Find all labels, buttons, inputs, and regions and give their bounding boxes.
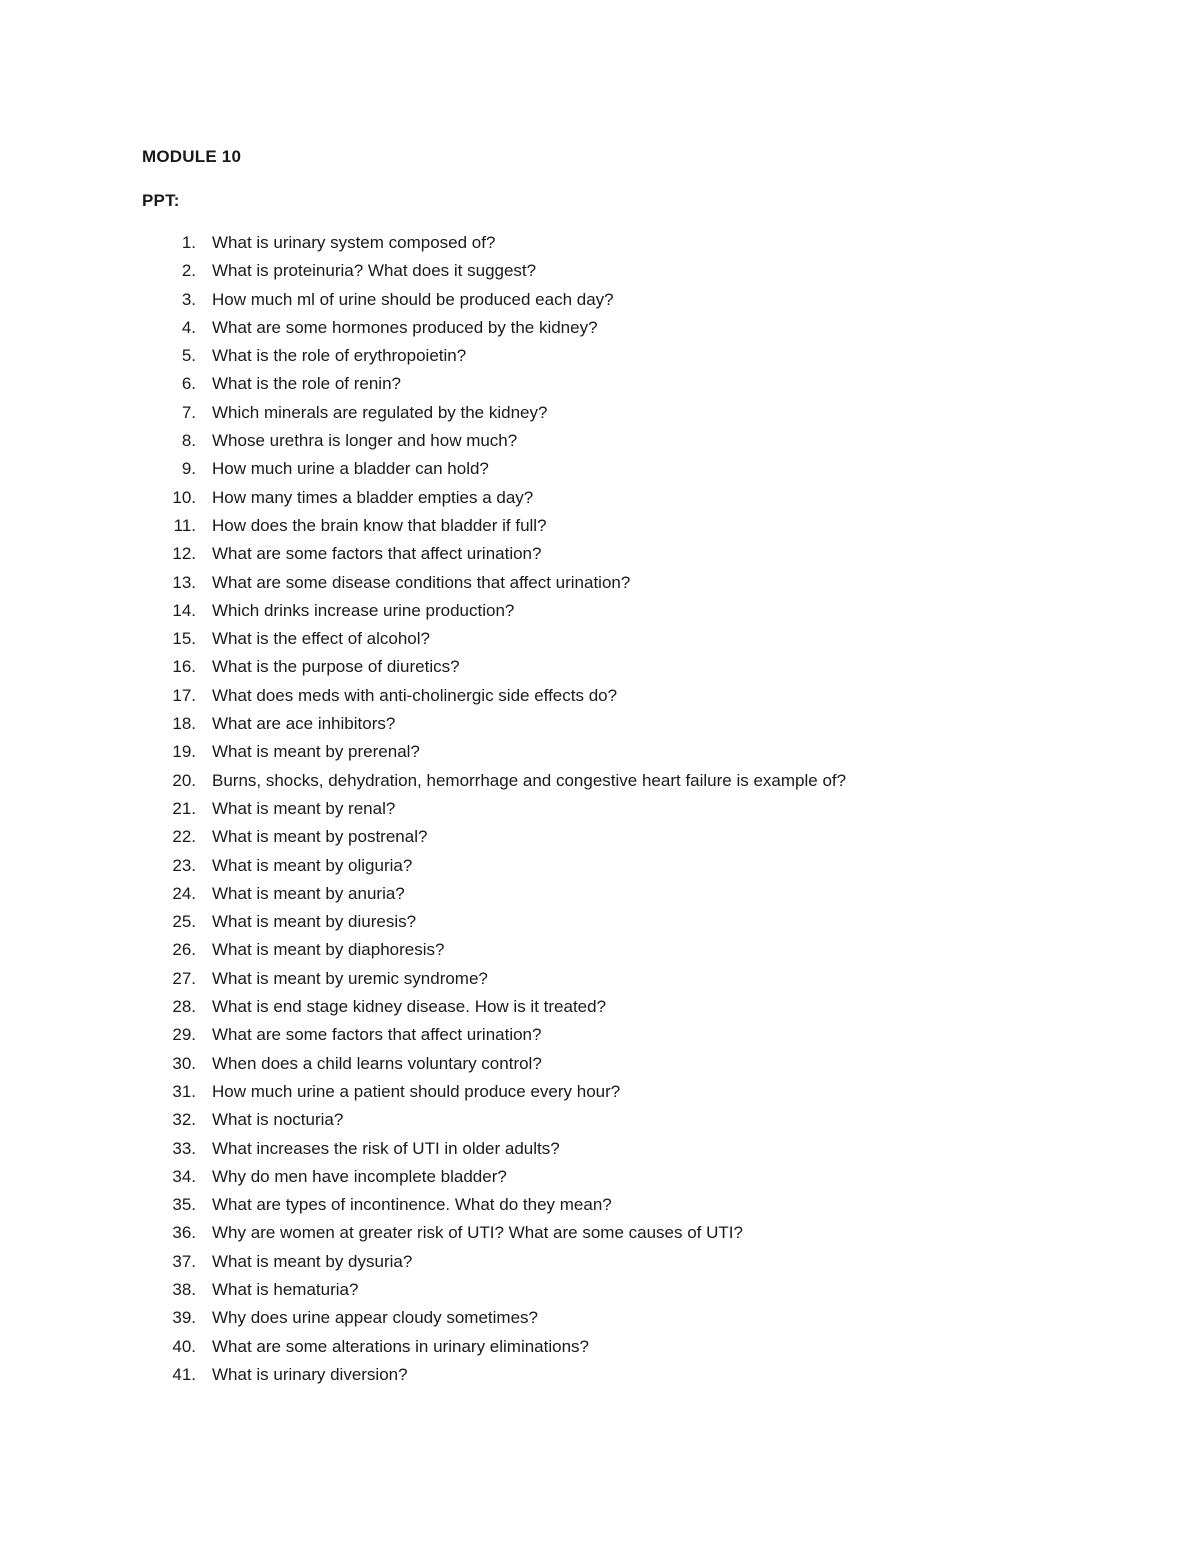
list-item [0, 601, 1200, 629]
list-item [0, 912, 1200, 940]
question-number: 26. [172, 940, 196, 960]
list-item [0, 374, 1200, 402]
module-title: MODULE 10 [142, 147, 242, 166]
list-item [0, 1365, 1200, 1393]
list-item [0, 233, 1200, 261]
question-number: 39. [172, 1308, 196, 1328]
list-item [0, 799, 1200, 827]
question-text: How much urine a patient should produce every hour? [212, 1081, 621, 1101]
question-number: 23. [172, 855, 196, 875]
list-item [0, 997, 1200, 1025]
question-number: 30. [172, 1053, 196, 1073]
list-item [0, 516, 1200, 544]
question-number: 36. [172, 1223, 196, 1243]
question-number: 9. [181, 459, 196, 479]
question-number: 16. [172, 657, 196, 677]
question-number: 31. [172, 1081, 196, 1101]
list-item [0, 884, 1200, 912]
question-number: 8. [181, 431, 196, 451]
question-text: What increases the risk of UTI in older adults? [212, 1138, 560, 1158]
list-item [0, 459, 1200, 487]
question-text: Why are women at greater risk of UTI? What are some causes of UTI? [212, 1223, 743, 1243]
question-number: 28. [172, 997, 196, 1017]
question-text: What is meant by oliguria? [212, 855, 413, 875]
question-number: 21. [172, 798, 196, 818]
question-number: 17. [172, 685, 196, 705]
question-text: What is meant by diaphoresis? [212, 940, 445, 960]
question-number: 22. [172, 827, 196, 847]
question-text: How does the brain know that bladder if full? [212, 515, 547, 535]
list-item [0, 290, 1200, 318]
question-text: What are some disease conditions that affect urination? [212, 572, 631, 592]
list-item [0, 488, 1200, 516]
question-text: What is the role of erythropoietin? [212, 346, 467, 366]
question-text: What are types of incontinence. What do they mean? [212, 1195, 612, 1215]
list-item [0, 1025, 1200, 1053]
question-number: 12. [172, 544, 196, 564]
question-number: 35. [172, 1195, 196, 1215]
question-text: What is urinary diversion? [212, 1364, 408, 1384]
question-text: What are ace inhibitors? [212, 714, 396, 734]
question-number: 11. [173, 515, 196, 535]
question-text: What are some factors that affect urination? [212, 1025, 542, 1045]
question-number: 38. [172, 1279, 196, 1299]
question-text: What are some hormones produced by the kidney? [212, 317, 598, 337]
question-list [0, 233, 1200, 1393]
question-text: What is meant by prerenal? [212, 742, 420, 762]
question-text: Burns, shocks, dehydration, hemorrhage and congestive heart failure is example of? [212, 770, 847, 790]
question-number: 2. [181, 261, 196, 281]
question-text: What is meant by postrenal? [212, 827, 428, 847]
question-number: 14. [172, 600, 196, 620]
question-number: 20. [172, 770, 196, 790]
question-text: What are some factors that affect urination? [212, 544, 542, 564]
question-text: What is meant by diuresis? [212, 912, 417, 932]
list-item [0, 771, 1200, 799]
list-item [0, 1337, 1200, 1365]
list-item [0, 1252, 1200, 1280]
question-text: What is meant by uremic syndrome? [212, 968, 488, 988]
question-text: When does a child learns voluntary control? [212, 1053, 542, 1073]
question-text: Which drinks increase urine production? [212, 600, 515, 620]
list-item [0, 940, 1200, 968]
list-item [0, 346, 1200, 374]
list-item [0, 629, 1200, 657]
list-item [0, 1139, 1200, 1167]
question-text: Which minerals are regulated by the kidney? [212, 402, 548, 422]
question-number: 25. [172, 912, 196, 932]
question-text: What does meds with anti-cholinergic side effects do? [212, 685, 618, 705]
question-text: Whose urethra is longer and how much? [212, 431, 518, 451]
list-item [0, 1082, 1200, 1110]
question-number: 27. [172, 968, 196, 988]
section-label: PPT: [142, 191, 180, 210]
question-number: 40. [172, 1336, 196, 1356]
list-item [0, 1054, 1200, 1082]
question-text: What is meant by dysuria? [212, 1251, 413, 1271]
list-item [0, 742, 1200, 770]
list-item [0, 1280, 1200, 1308]
list-item [0, 1223, 1200, 1251]
question-text: What is hematuria? [212, 1279, 359, 1299]
question-text: What is urinary system composed of? [212, 233, 496, 252]
list-item [0, 686, 1200, 714]
list-item [0, 969, 1200, 997]
list-item [0, 544, 1200, 572]
list-item [0, 403, 1200, 431]
question-text: What is the role of renin? [212, 374, 401, 394]
question-text: What are some alterations in urinary eliminations? [212, 1336, 590, 1356]
question-number: 10. [172, 487, 196, 507]
question-text: What is nocturia? [212, 1110, 344, 1130]
question-number: 18. [172, 714, 196, 734]
question-number: 7. [181, 402, 196, 422]
question-text: How many times a bladder empties a day? [212, 487, 534, 507]
list-item [0, 856, 1200, 884]
question-number: 33. [172, 1138, 196, 1158]
list-item [0, 318, 1200, 346]
question-text: What is the effect of alcohol? [212, 629, 430, 649]
list-item [0, 431, 1200, 459]
question-number: 15. [172, 629, 196, 649]
question-number: 19. [172, 742, 196, 762]
question-text: How much urine a bladder can hold? [212, 459, 489, 479]
question-number: 4. [181, 317, 196, 337]
question-number: 5. [181, 346, 196, 366]
list-item [0, 573, 1200, 601]
question-text: Why do men have incomplete bladder? [212, 1166, 507, 1186]
list-item [0, 714, 1200, 742]
question-number: 24. [172, 883, 196, 903]
question-number: 34. [172, 1166, 196, 1186]
question-text: How much ml of urine should be produced each day? [212, 289, 614, 309]
question-number: 41. [172, 1364, 196, 1384]
question-text: What is meant by renal? [212, 798, 396, 818]
list-item [0, 1167, 1200, 1195]
list-item [0, 261, 1200, 289]
question-number: 32. [172, 1110, 196, 1130]
list-item [0, 657, 1200, 685]
question-text: What is meant by anuria? [212, 883, 405, 903]
question-number: 1. [181, 233, 196, 252]
list-item [0, 1308, 1200, 1336]
list-item [0, 1195, 1200, 1223]
question-text: What is proteinuria? What does it suggest? [212, 261, 537, 281]
question-number: 29. [172, 1025, 196, 1045]
list-item [0, 827, 1200, 855]
question-text: Why does urine appear cloudy sometimes? [212, 1308, 538, 1328]
question-number: 3. [181, 289, 196, 309]
question-text: What is end stage kidney disease. How is it treated? [212, 997, 607, 1017]
question-number: 37. [172, 1251, 196, 1271]
list-item [0, 1110, 1200, 1138]
question-text: What is the purpose of diuretics? [212, 657, 460, 677]
question-number: 6. [181, 374, 196, 394]
question-number: 13. [172, 572, 196, 592]
